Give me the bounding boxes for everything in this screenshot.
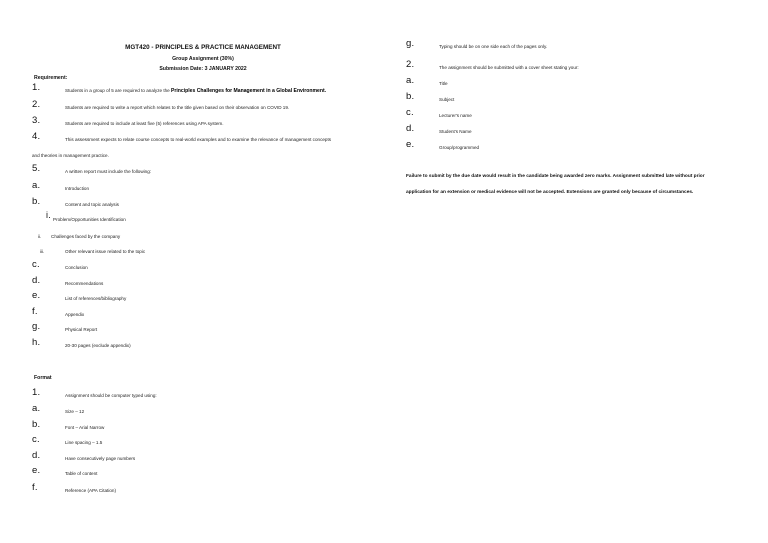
format-item-spacing: Line spacing – 1.5	[65, 440, 103, 445]
item-marker: e.	[406, 139, 415, 150]
document-title: MGT420 - PRINCIPLES & PRACTICE MANAGEMENT	[125, 44, 281, 51]
item-marker: 1.	[32, 82, 41, 93]
cover-group: Group/programmed	[439, 145, 480, 150]
item-marker: g.	[32, 321, 41, 332]
item-marker: 2.	[32, 99, 41, 110]
cover-lecturer: Lecturer's name	[439, 113, 472, 118]
requirement-item-5: A written report must include the following:	[65, 169, 152, 174]
item-marker: 3.	[32, 115, 41, 126]
item-marker: b.	[32, 196, 41, 207]
cover-student: Student's Name	[439, 129, 472, 134]
sub-item-other: Other relevant issue related to the topic	[65, 249, 146, 254]
item-marker: b.	[32, 419, 41, 430]
format-item-font: Font – Arial Narrow	[65, 425, 105, 430]
item-marker: 5.	[32, 163, 41, 174]
document-subtitle: Group Assignment (30%)	[172, 56, 234, 62]
item-marker: f.	[32, 306, 38, 317]
right-item-cover-sheet: The assignment should be submitted with a cover sheet stating your:	[439, 65, 579, 70]
format-item-reference: Reference (APA Citation)	[65, 488, 116, 493]
item-marker: a.	[32, 403, 41, 414]
requirement-label: Requirement:	[34, 75, 68, 81]
report-part-recommendations: Recommendations	[65, 281, 104, 286]
requirement-item-4-continuation: and theories in management practice.	[32, 153, 109, 158]
item-marker: i.	[46, 210, 51, 220]
late-submission-warning-1: Failure to submit by the due date would result in the candidate being awarded zero marks. Assignment submitted late without prior	[406, 174, 705, 179]
requirement-item-4: This assessment expects to relate course concepts to real-world examples and to examine the relevance of management concepts	[65, 137, 332, 142]
format-item-toc: Table of content	[65, 471, 98, 476]
item-marker: c.	[32, 434, 40, 445]
report-part-content: Content and topic analysis	[65, 202, 119, 207]
sub-item-challenges: Challenges faced by the company	[51, 234, 121, 239]
submission-date: Submission Date: 3 JANUARY 2022	[159, 66, 247, 72]
item-marker: 2.	[406, 59, 415, 70]
item-marker: d.	[406, 123, 415, 134]
report-part-introduction: Introduction	[65, 186, 90, 191]
item-marker: 4.	[32, 131, 41, 142]
report-part-references: List of references/bibliography	[65, 296, 127, 301]
requirement-item-3: Students are required to include at least five (5) references using APA system.	[65, 121, 224, 126]
sub-item-problem: Problem/Opportunities Identification	[53, 217, 126, 222]
item-marker: b.	[406, 91, 415, 102]
format-item-typed: Assignment should be computer typed using:	[65, 393, 157, 398]
right-item-typing: Typing should be on one side each of the pages only.	[439, 44, 548, 49]
item-marker: d.	[32, 275, 41, 286]
item-marker: a.	[32, 180, 41, 191]
format-item-size: Size – 12	[65, 409, 85, 414]
late-submission-warning-2: application for an extension or medical evidence will not be accepted. Extensions are granted only because of circumstances.	[406, 190, 694, 195]
item-marker: c.	[32, 259, 40, 270]
item-marker: c.	[406, 107, 414, 118]
report-part-pages: 20-30 pages (exclude appendix)	[65, 343, 131, 348]
item-marker: d.	[32, 450, 41, 461]
report-part-appendix: Appendix	[65, 312, 85, 317]
item-marker: e.	[32, 290, 41, 301]
assignment-topic: Principles Challenges for Management in a Global Environment.	[170, 88, 327, 94]
format-item-page-numbers: Have consecutively page numbers	[65, 456, 136, 461]
item-marker: f.	[32, 482, 38, 493]
item-marker: a.	[406, 75, 415, 86]
item-marker: g.	[406, 38, 415, 49]
report-part-physical: Physical Report	[65, 327, 98, 332]
item-marker: ii.	[38, 234, 42, 239]
requirement-item-1-text: Students in a group of 5 are required to analyze the	[65, 88, 171, 93]
requirement-item-2: Students are required to write a report which relates to the title given based on their observation on COVID 19.	[65, 105, 290, 110]
report-part-conclusion: Conclusion	[65, 265, 88, 270]
cover-title: Title	[439, 81, 448, 86]
item-marker: iii.	[40, 249, 45, 254]
format-label: Format	[34, 375, 52, 381]
cover-subject: Subject	[439, 97, 455, 102]
item-marker: e.	[32, 465, 41, 476]
item-marker: 1.	[32, 387, 41, 398]
requirement-item-1	[65, 88, 326, 94]
item-marker: h.	[32, 337, 41, 348]
